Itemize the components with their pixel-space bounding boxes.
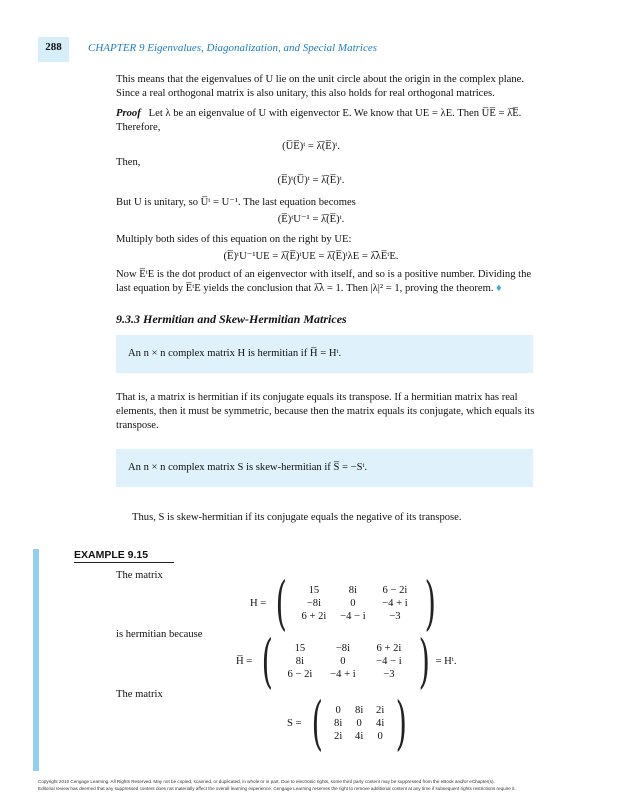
- matrix-cell: 4i: [355, 730, 364, 742]
- matrix-cell: 0: [356, 717, 362, 729]
- definition-skew-hermitian: An n × n complex matrix S is skew-hermitian if S̅ = −Sᵗ.: [128, 462, 368, 473]
- matrix-cell: 6 − 2i: [287, 668, 313, 680]
- matrix-cell: −8i: [306, 597, 322, 609]
- left-paren: (: [275, 569, 288, 637]
- matrix-cell: 2i: [334, 730, 343, 742]
- matrix-H-lhs: H =: [250, 597, 267, 609]
- unitary-text: But U is unitary, so U̅ᵗ = U⁻¹. The last equation becomes: [116, 197, 356, 208]
- right-paren: ): [395, 689, 408, 757]
- matrix-cell: 6 + 2i: [301, 610, 327, 622]
- section-heading: 9.3.3 Hermitian and Skew-Hermitian Matrices: [116, 312, 347, 326]
- qed-diamond-icon: ♦: [496, 283, 502, 294]
- matrix-S-lhs: S =: [287, 717, 302, 729]
- equation-3: (E̅)ᵗU⁻¹ = λ̅(E̅)ᵗ.: [277, 214, 345, 225]
- running-head: CHAPTER 9 Eigenvalues, Diagonalization, and Special Matrices: [88, 42, 378, 54]
- skew-hermitian-paragraph: Thus, S is skew-hermitian if its conjugate equals the negative of its transpose.: [132, 512, 462, 523]
- matrix-H-conjugate: [236, 627, 457, 695]
- matrix-S: [287, 689, 413, 757]
- equation-2: (E̅)ᵗ(U̅)ᵗ = λ̅(E̅)ᵗ.: [277, 175, 345, 186]
- matrix-cell: 8i: [295, 655, 305, 667]
- matrix-cell: 8i: [348, 584, 358, 596]
- matrix-cell: 6 + 2i: [376, 642, 402, 654]
- matrix-Hbar-grid: [279, 643, 413, 680]
- matrix-cell: 2i: [376, 704, 385, 716]
- example-sidebar-bar: [33, 549, 39, 771]
- example-underline: [74, 562, 174, 563]
- matrix-H-grid: [293, 585, 419, 622]
- matrix-cell: −3: [383, 668, 395, 680]
- matrix-cell: −4 + i: [330, 668, 356, 680]
- copyright-footer-line1: Copyright 2010 Cengage Learning. All Rights Reserved. May not be copied, scanned, or duplicated, in whole or in part. Due to electronic rights, some third party content may be suppressed from the eBook and/or eChapter(s).: [38, 779, 495, 784]
- then-text: Then,: [116, 157, 141, 168]
- proof-label: Proof: [116, 108, 141, 119]
- matrix-cell: 0: [350, 597, 356, 609]
- proof-paragraph: [116, 107, 536, 135]
- matrix-cell: 0: [335, 704, 341, 716]
- matrix-Hbar-rhs: = Hᵗ.: [435, 655, 457, 667]
- matrix-S-grid: [328, 705, 390, 742]
- matrix-cell: 8i: [355, 704, 364, 716]
- example-label: EXAMPLE 9.15: [74, 549, 149, 561]
- matrix-cell: −3: [389, 610, 401, 622]
- definition-hermitian: An n × n complex matrix H is hermitian if H̅ = Hᵗ.: [128, 348, 342, 359]
- matrix-cell: −4 + i: [382, 597, 408, 609]
- left-paren: (: [311, 689, 323, 757]
- definition-box-hermitian: [116, 335, 533, 373]
- right-paren: ): [418, 627, 430, 695]
- the-matrix-text-1: The matrix: [116, 570, 163, 581]
- multiply-text: Multiply both sides of this equation on the right by UE:: [116, 234, 352, 245]
- matrix-cell: 0: [340, 655, 346, 667]
- equation-1: (U̅E̅)ᵗ = λ̅(E̅)ᵗ.: [282, 141, 340, 152]
- matrix-cell: −4 − i: [376, 655, 402, 667]
- right-paren: ): [424, 569, 436, 637]
- is-hermitian-text: is hermitian because: [116, 629, 203, 640]
- matrix-cell: −8i: [335, 642, 351, 654]
- proof-conclusion: [116, 268, 536, 296]
- page-number: 288: [45, 41, 62, 53]
- matrix-H: [250, 569, 442, 637]
- definition-box-skew-hermitian: [116, 449, 533, 487]
- matrix-cell: 15: [308, 584, 320, 596]
- left-paren: (: [261, 627, 274, 695]
- matrix-cell: 4i: [376, 717, 385, 729]
- conclusion-text: Now E̅ᵗE is the dot product of an eigenvector with itself, and so is a positive number. Dividing the last equation by E̅ᵗE yields the conclusion that λ̅λ = 1. Then |λ|² = 1, proving the theorem.: [116, 269, 532, 294]
- matrix-cell: 0: [377, 730, 383, 742]
- matrix-cell: 15: [294, 642, 306, 654]
- hermitian-paragraph: That is, a matrix is hermitian if its conjugate equals its transpose. If a hermitian matrix has real elements, then it must be symmetric, because then the matrix equals its conjugate, which equals its transpose.: [116, 392, 535, 431]
- copyright-footer-line2: Editorial review has deemed that any suppressed content does not materially affect the overall learning experience. Cengage Learning reserves the right to remove additional content at any time if subsequent rights restrictions require it.: [38, 786, 516, 791]
- equation-4: (E̅)ᵗU⁻¹UE = λ̅(E̅)ᵗUE = λ̅(E̅)ᵗλE = λ̅λE̅ᵗE.: [223, 251, 399, 262]
- matrix-cell: 6 − 2i: [382, 584, 408, 596]
- intro-paragraph: This means that the eigenvalues of U lie on the unit circle about the origin in the complex plane. Since a real orthogonal matrix is also unitary, this also holds for real orthogonal matrices.: [116, 74, 525, 99]
- the-matrix-text-2: The matrix: [116, 689, 163, 700]
- matrix-cell: 8i: [334, 717, 343, 729]
- matrix-Hbar-lhs: H̅ =: [236, 655, 253, 667]
- matrix-cell: −4 − i: [340, 610, 366, 622]
- proof-text: Let λ be an eigenvalue of U with eigenvector E. We know that UE = λE. Then U̅E̅ = λ̅E̅. Therefore,: [116, 108, 522, 133]
